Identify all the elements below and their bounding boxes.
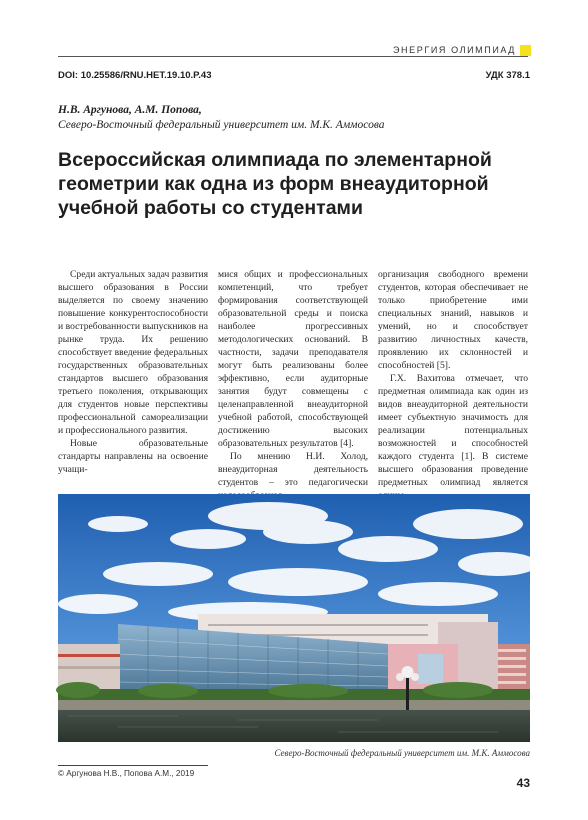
paragraph: Среди актуальных задач развития высшего образования в России выделяется по своему значению повышение конкурентоспособности и востребованности выпускников на рынке труда. Их решению способствует введение федеральных государственных образовательных стандартов высшего образования третьего поколения, открывающих для студентов новые перспективы профессиональной самореализации и профессионального развития. [58, 269, 208, 436]
footnote-rule [58, 765, 208, 766]
header-rule [58, 56, 528, 57]
paragraph: По мнению Н.И. Холод, внеаудиторная деятельность студентов – это педагогически [218, 451, 368, 488]
university-photo [58, 494, 530, 742]
section-label: ЭНЕРГИЯ ОЛИМПИАД [392, 45, 516, 55]
paragraph: организация свободного времени студентов, которая обеспечивает не только приобретение ими специальных знаний, навыков и умений, но и способствует развитию личностных качеств, проявлению их склонностей и способностей [5]. [378, 269, 528, 371]
paragraph: Г.Х. Вахитова отмечает, что предметная олимпиада как один из видов внеаудиторной деятельности имеет субъектную значимость для реализации потенциальных возможностей и способностей каждого студента [1]. В системе высшего образования проведение предметных олимпиад является [378, 373, 528, 488]
udk: УДК 378.1 [485, 70, 530, 81]
paragraph: Новые образовательные стандарты направлены на освоение учащи- [58, 438, 208, 475]
text-column-2 [218, 268, 368, 488]
authors: Н.В. Аргунова, А.М. Попова, [58, 104, 202, 116]
section-accent-square [520, 45, 531, 56]
photo-caption: Северо-Восточный федеральный университет им. М.К. Аммосова [274, 748, 530, 758]
doi: DOI: 10.25586/RNU.HET.19.10.P.43 [58, 70, 212, 81]
affiliation: Северо-Восточный федеральный университет им. М.К. Аммосова [58, 119, 385, 131]
page-number: 43 [516, 776, 530, 790]
article-title: Всероссийская олимпиада по элементарной геометрии как одна из форм внеаудиторной учебной работы со студентами [58, 149, 492, 219]
text-column-1 [58, 268, 208, 480]
copyright: © Аргунова Н.В., Попова А.М., 2019 [58, 769, 195, 778]
paragraph: мися общих и профессиональных компетенций, что требует формирования соответствующей образовательной среды и поиска наиболее прогрессивных методологических оснований. В частности, задачи преподавателя могут быть реализованы более эффективно, если аудиторные занятия будут совмещены с целенаправленной внеаудиторной учебной работой, способствующей достижению высоких образовательных результатов [4]. [218, 269, 368, 449]
text-column-3 [378, 268, 528, 488]
